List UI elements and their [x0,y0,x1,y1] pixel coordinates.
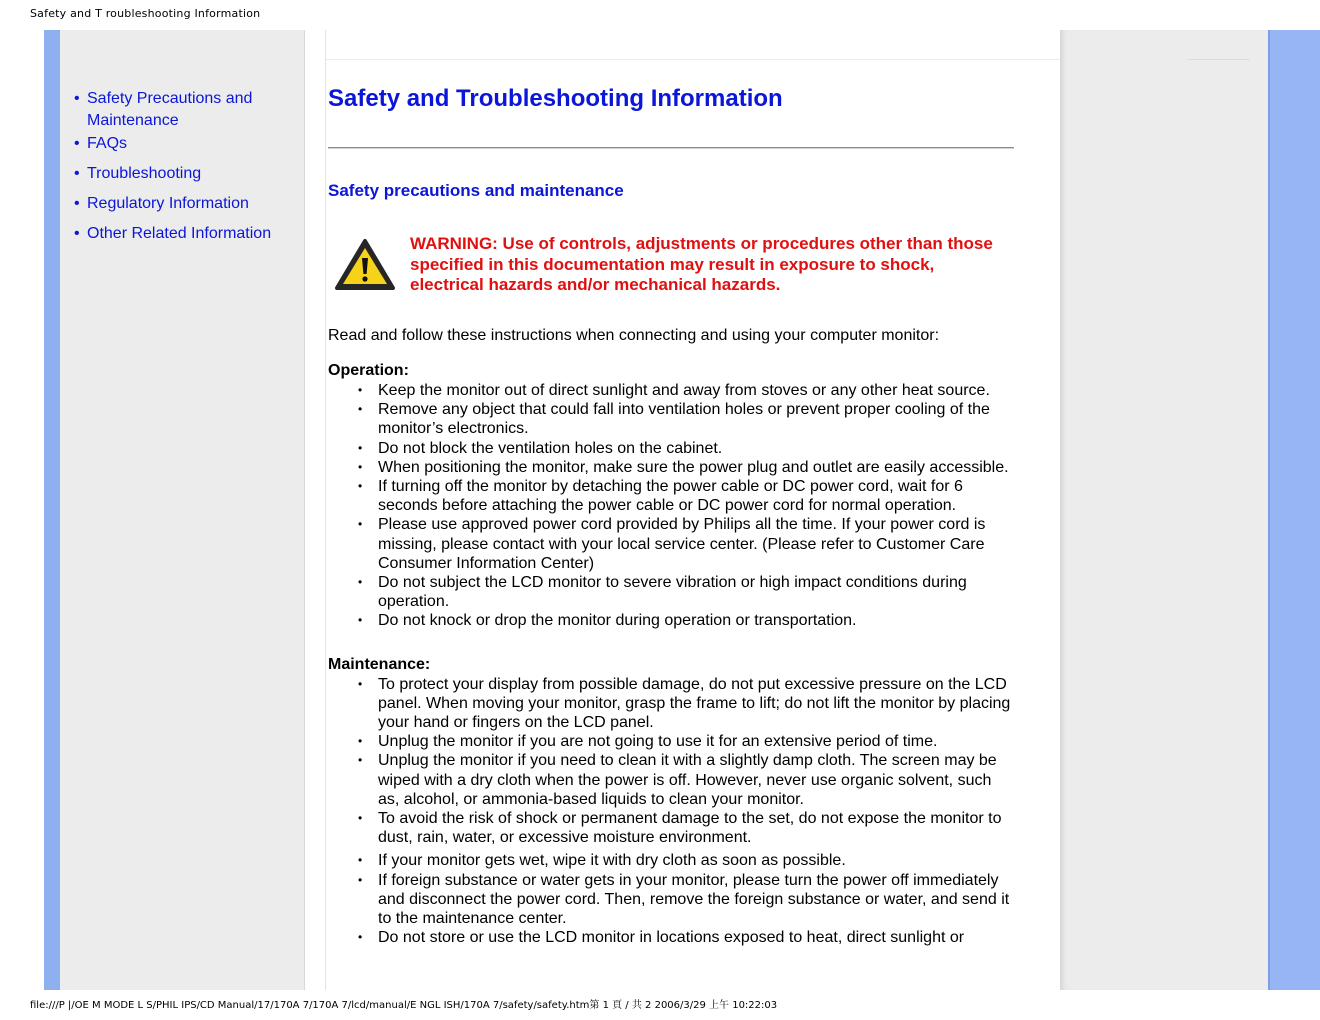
list-item: • Do not knock or drop the monitor during operation or transportation. [328,611,1014,630]
maintenance-heading: Maintenance: [328,655,431,673]
operation-heading: Operation: [328,362,409,379]
right-frame-bar [1268,30,1320,990]
sidebar-item-other [74,223,296,245]
left-frame-bar [44,30,61,990]
sidebar-item-faqs [74,133,296,155]
warning-text: WARNING: Use of controls, adjustments or procedures other than those specified in this documentation may result in exposure to shock, electrical hazards and/or mechanical hazards. [410,234,993,294]
list-item: • Do not subject the LCD monitor to severe vibration or high impact conditions during operation. [328,573,1014,611]
list-item: • Do not block the ventilation holes on the cabinet. [328,439,1014,458]
main-content [328,84,1014,947]
list-item: • Do not store or use the LCD monitor in locations exposed to heat, direct sunlight or [328,928,1014,947]
list-item: • When positioning the monitor, make sure the power plug and outlet are easily accessible. [328,458,1014,477]
list-item: • If turning off the monitor by detaching the power cable or DC power cord, wait for 6 seconds before attaching the power cable or DC power cord for normal operation. [328,477,1014,515]
page-title: Safety and Troubleshooting Information [328,85,783,112]
list-item: • If your monitor gets wet, wipe it with dry cloth as soon as possible. [328,851,1014,870]
nav-link-troubleshooting[interactable]: Troubleshooting [87,165,202,182]
sidebar-item-regulatory [74,193,296,215]
nav-link-safety[interactable]: Safety Precautions and Maintenance [87,90,253,129]
list-item: • To avoid the risk of shock or permanent damage to the set, do not expose the monitor to dust, rain, water, or excessive moisture environment. [328,809,1014,847]
section-title: Safety precautions and maintenance [328,181,624,200]
nav-link-other[interactable]: Other Related Information [87,225,272,242]
sidebar-gutter [305,30,326,990]
list-item: • If foreign substance or water gets in your monitor, please turn the power off immediately and disconnect the power cord. Then, remove the foreign substance or water, and send it to the maintenance center. [328,871,1014,929]
intro-text: Read and follow these instructions when connecting and using your computer monitor: [328,327,940,344]
sidebar-item-troubleshooting [74,163,296,185]
sidebar-item-safety [74,88,296,132]
operation-list [328,381,1014,631]
list-item: • Unplug the monitor if you need to clean it with a slightly damp cloth. The screen may be wiped with a dry cloth when the power is off. However, never use organic solvent, such as, alcohol, or ammonia-based liquids to clean your monitor. [328,751,1014,809]
list-item: • To protect your display from possible damage, do not put excessive pressure on the LCD panel. When moving your monitor, grasp the frame to lift; do not lift the monitor by placing your hand or fingers on the LCD panel. [328,675,1014,733]
warning-triangle-icon [334,238,396,292]
nav-link-regulatory[interactable]: Regulatory Information [87,195,249,212]
maintenance-list [328,675,1014,948]
right-panel [1060,30,1268,990]
list-item: • Remove any object that could fall into ventilation holes or prevent proper cooling of the monitor’s electronics. [328,400,1014,438]
content-top-divider [326,59,1060,60]
print-header: Safety and T roubleshooting Information [30,7,261,20]
print-footer: file:///P |/OE M MODE L S/PHIL IPS/CD Manual/17/170A 7/170A 7/lcd/manual/E NGL ISH/170A 7/safety/safety.htm第 1 頁 / 共 2 2006/3/29 上午 10:22:03 [30,1000,778,1011]
title-divider [328,147,1014,149]
list-item: • Please use approved power cord provided by Philips all the time. If your power cord is missing, please contact with your local service center. (Please refer to Customer Care Consumer Information Center) [328,515,1014,573]
right-panel-divider [1188,59,1250,60]
list-item: • Keep the monitor out of direct sunlight and away from stoves or any other heat source. [328,381,1014,400]
sidebar-nav [74,88,296,245]
list-item: • Unplug the monitor if you are not going to use it for an extensive period of time. [328,732,1014,751]
nav-link-faqs[interactable]: FAQs [87,135,128,152]
warning-block [328,234,1014,296]
